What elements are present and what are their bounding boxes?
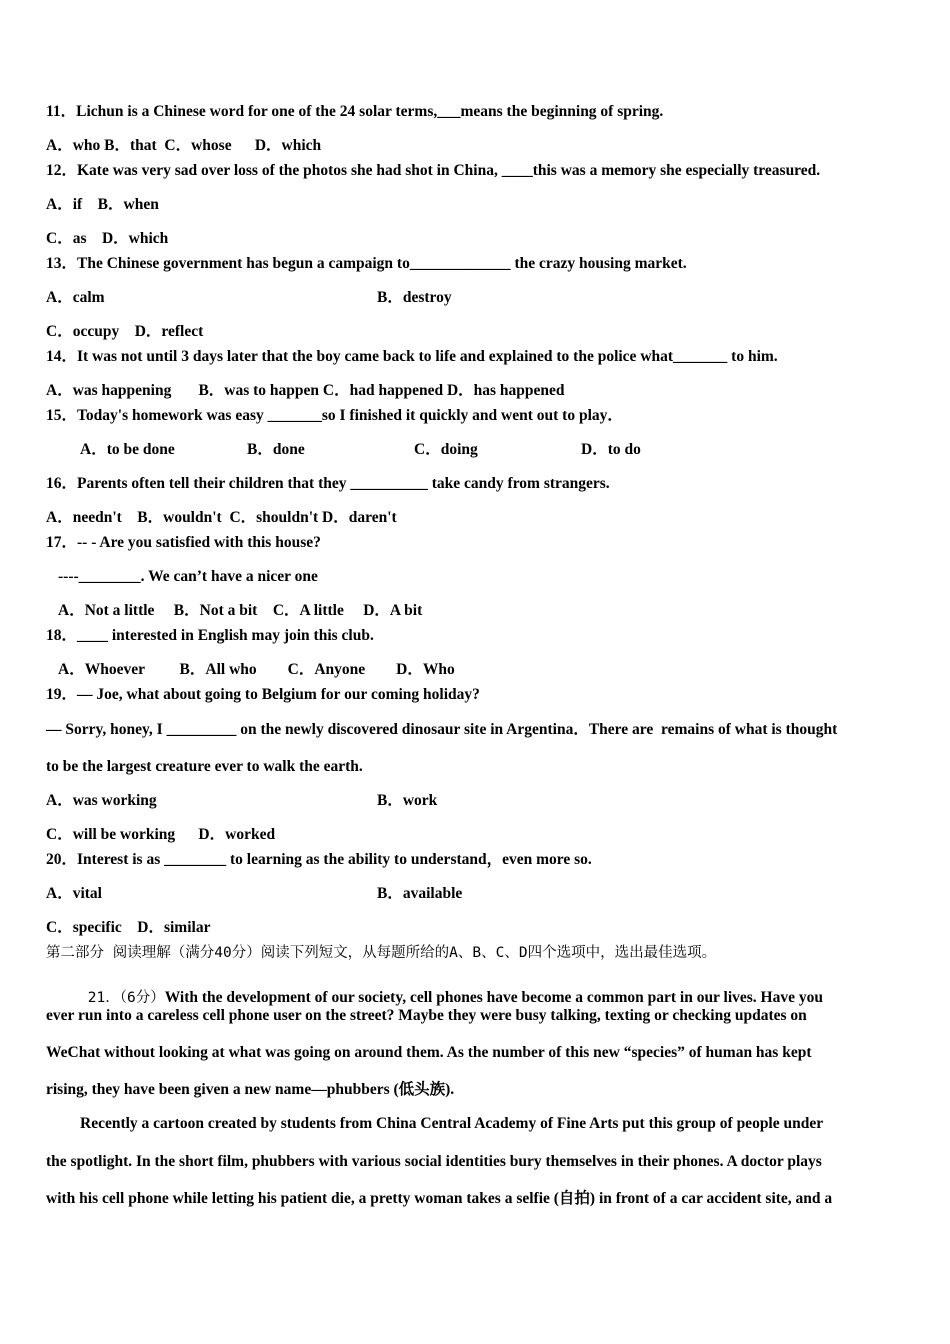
q17-options: A．Not a little B．Not a bit C．A little D．A bit — [58, 602, 423, 619]
q14-options: A．was happening B．was to happen C．had happened D．has happened — [46, 382, 565, 399]
q19-option-b: B．work — [377, 792, 438, 809]
q15-option-d: D．to do — [581, 441, 641, 458]
part2-heading: 第二部分 阅读理解（满分40分）阅读下列短文，从每题所给的A、B、C、D四个选项中，选出最佳选项。 — [46, 945, 717, 961]
q17-stem: 17．-- - Are you satisfied with this house? — [46, 534, 321, 551]
q13-option-a: A．calm — [46, 289, 105, 306]
q21-number: 21．（6分） — [87, 990, 165, 1006]
q16-stem: 16．Parents often tell their children that they __________ take candy from strangers. — [46, 475, 610, 492]
q19-reply-line1: — Sorry, honey, I _________ on the newly discovered dinosaur site in Argentina．There are remains of what is thought — [46, 721, 838, 738]
q12-options-2: C．as D．which — [46, 230, 169, 247]
q20-option-a: A．vital — [46, 885, 102, 902]
q17-reply: ----________. We can’t have a nicer one — [58, 568, 318, 585]
passage-p2-line1: Recently a cartoon created by students from China Central Academy of Fine Arts put this group of people under — [80, 1115, 824, 1132]
q11-options: A．who B．that C．whose D．which — [46, 137, 322, 154]
q11-stem: 11．Lichun is a Chinese word for one of the 24 solar terms,___means the beginning of spring. — [46, 103, 664, 120]
q18-options: A．Whoever B．All who C．Anyone D．Who — [58, 661, 455, 678]
passage-p1-line4: rising, they have been given a new name—phubbers (低头族). — [46, 1081, 455, 1098]
passage-p1-line3: WeChat without looking at what was going on around them. As the number of this new “species” of human has kept — [46, 1044, 812, 1061]
q15-stem: 15．Today's homework was easy _______so I finished it quickly and went out to play． — [46, 407, 623, 424]
q12-options-1: A．if B．when — [46, 196, 159, 213]
q16-options: A．needn't B．wouldn't C．shouldn't D．daren't — [46, 509, 397, 526]
passage-p1-line2: ever run into a careless cell phone user on the street? Maybe they were busy talking, texting or checking updates on — [46, 1007, 807, 1024]
passage-p2-line3: with his cell phone while letting his patient die, a pretty woman takes a selfie (自拍) in front of a car accident site, and a — [46, 1190, 833, 1207]
passage-p2-line2: the spotlight. In the short film, phubbers with various social identities bury themselves in their phones. A doctor plays — [46, 1153, 822, 1170]
q19-reply-line2: to be the largest creature ever to walk the earth. — [46, 758, 363, 775]
q14-stem: 14．It was not until 3 days later that the boy came back to life and explained to the police what_______ to him. — [46, 348, 778, 365]
q20-option-b: B．available — [377, 885, 463, 902]
q15-option-b: B．done — [247, 441, 305, 458]
q19-options-cd: C．will be working D．worked — [46, 826, 276, 843]
q15-option-a: A．to be done — [80, 441, 175, 458]
q13-options-cd: C．occupy D．reflect — [46, 323, 204, 340]
q19-option-a: A．was working — [46, 792, 157, 809]
q13-stem: 13．The Chinese government has begun a campaign to_____________ the crazy housing market. — [46, 255, 687, 272]
passage-p1-text: With the development of our society, cell phones have become a common part in our lives. Have you — [164, 989, 823, 1006]
q19-stem: 19．— Joe, what about going to Belgium for our coming holiday? — [46, 686, 480, 703]
q15-option-c: C．doing — [414, 441, 478, 458]
q13-option-b: B．destroy — [377, 289, 452, 306]
q20-stem: 20．Interest is as ________ to learning as the ability to understand，even more so. — [46, 851, 592, 868]
q18-stem: 18．____ interested in English may join this club. — [46, 627, 374, 644]
q12-stem: 12．Kate was very sad over loss of the photos she had shot in China, ____this was a memory she especially treasured. — [46, 162, 821, 179]
q20-options-cd: C．specific D．similar — [46, 919, 211, 936]
passage-p1-line1 — [80, 968, 823, 1008]
